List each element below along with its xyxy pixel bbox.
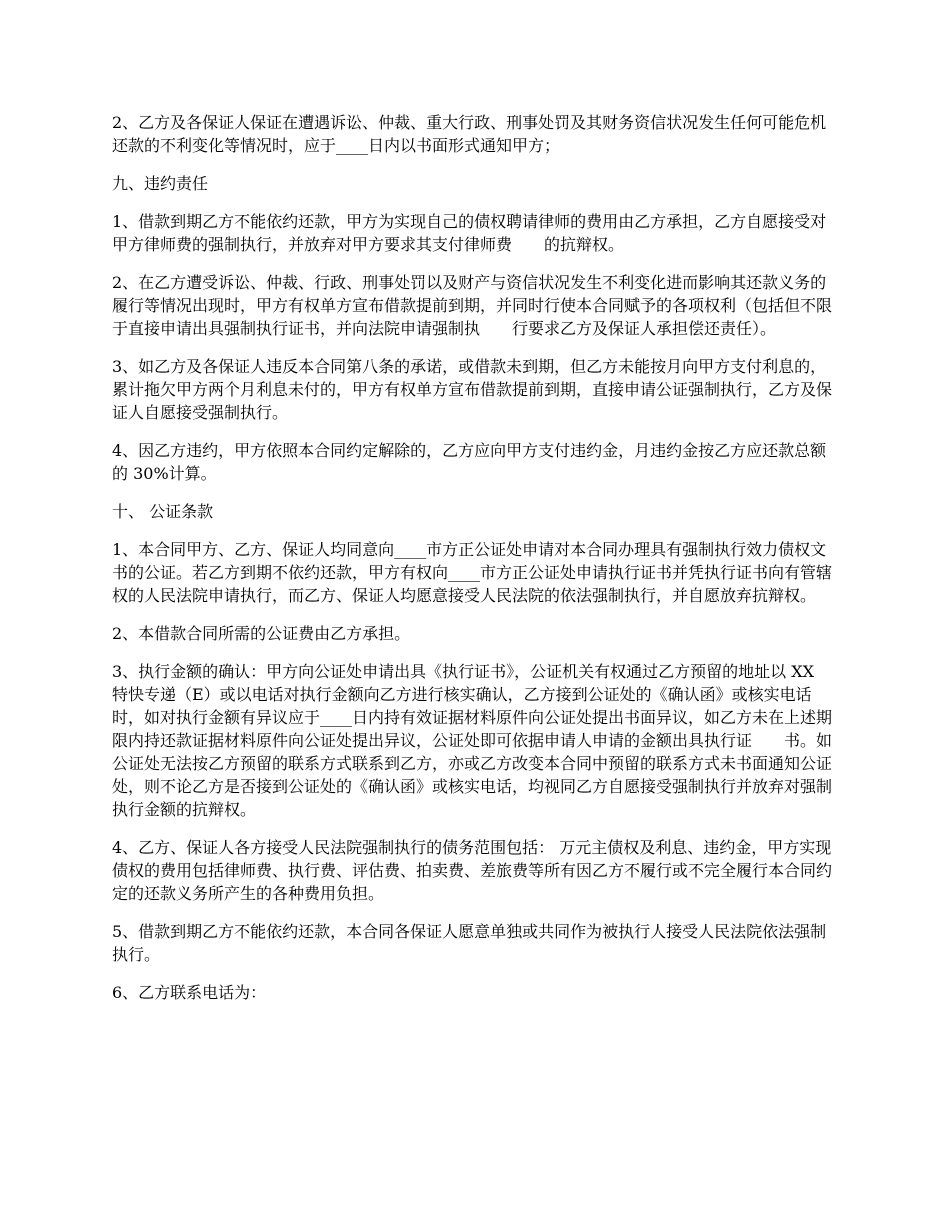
- clause-9-2-paragraph: 2、在乙方遭受诉讼、仲裁、行政、刑事处罚以及财产与资信状况发生不利变化进而影响其还款义务的履行等情况出现时，甲方有权单方宣布借款提前到期，并同时行使本合同赋予的各项权利（包括但不限于直接申请出具强制执行证书，并向法院申请强制执 行要求乙方及保证人承担偿还责任）。: [112, 273, 833, 338]
- clause-9-3-paragraph: 3、如乙方及各保证人违反本合同第八条的承诺，或借款未到期，但乙方未能按月向甲方支付利息的，累计拖欠甲方两个月利息未付的，甲方有权单方宣布借款提前到期，直接申请公证强制执行，乙方及保证人自愿接受强制执行。: [112, 357, 833, 422]
- clause-10-2-paragraph: 2、本借款合同所需的公证费由乙方承担。: [112, 624, 411, 643]
- clause-9-1-paragraph: 1、借款到期乙方不能依约还款，甲方为实现自己的债权聘请律师的费用由乙方承担，乙方自愿接受对甲方律师费的强制执行，并放弃对甲方要求其支付律师费 的抗辩权。: [112, 212, 827, 254]
- clause-10-1-paragraph: 1、本合同甲方、乙方、保证人均同意向____市方正公证处申请对本合同办理具有强制执行效力债权文书的公证。若乙方到期不依约还款，甲方有权向____市方正公证处申请执行证书并凭执行证书向有管辖权的人民法院申请执行，而乙方、保证人均愿意接受人民法院的依法强制执行，并自愿放弃抗辩权。: [112, 540, 833, 605]
- section-10-heading: 十、 公证条款: [112, 502, 214, 521]
- clause-10-4-paragraph: 4、乙方、保证人各方接受人民法院强制执行的债务范围包括： 万元主债权及利息、违约金，甲方实现债权的费用包括律师费、执行费、评估费、拍卖费、差旅费等所有因乙方不履行或不完全履行本合同约定的还款义务所产生的各种费用负担。: [112, 838, 833, 903]
- clause-10-3-paragraph: 3、执行金额的确认：甲方向公证处申请出具《执行证书》，公证机关有权通过乙方预留的地址以 XX 特快专递（E）或以电话对执行金额向乙方进行核实确认，乙方接到公证处的《确认函》或核实电话时，如对执行金额有异议应于____日内持有效证据材料原件向公证处提出书面异议，如乙方未在上述期限内持还款证据材料原件向公证处提出异议，公证处即可依据申请人申请的金额出具执行证 书。如公证处无法按乙方预留的联系方式联系到乙方，亦或乙方改变本合同中预留的联系方式未书面通知公证处，则不论乙方是否接到公证处的《确认函》或核实电话，均视同乙方自愿接受强制执行并放弃对强制执行金额的抗辩权。: [112, 662, 833, 819]
- clause-9-4-paragraph: 4、因乙方违约，甲方依照本合同约定解除的，乙方应向甲方支付违约金，月违约金按乙方应还款总额的 30%计算。: [112, 441, 827, 483]
- document-page: [112, 111, 834, 1019]
- clause-10-5-paragraph: 5、借款到期乙方不能依约还款，本合同各保证人愿意单独或共同作为被执行人接受人民法院依法强制执行。: [112, 922, 827, 964]
- section-9-heading: 九、违约责任: [112, 174, 209, 193]
- clause-10-6-paragraph: 6、乙方联系电话为：: [112, 983, 267, 1002]
- clause-8-2-paragraph: 2、乙方及各保证人保证在遭遇诉讼、仲裁、重大行政、刑事处罚及其财务资信状况发生任何可能危机还款的不利变化等情况时，应于____日内以书面形式通知甲方；: [112, 113, 827, 155]
